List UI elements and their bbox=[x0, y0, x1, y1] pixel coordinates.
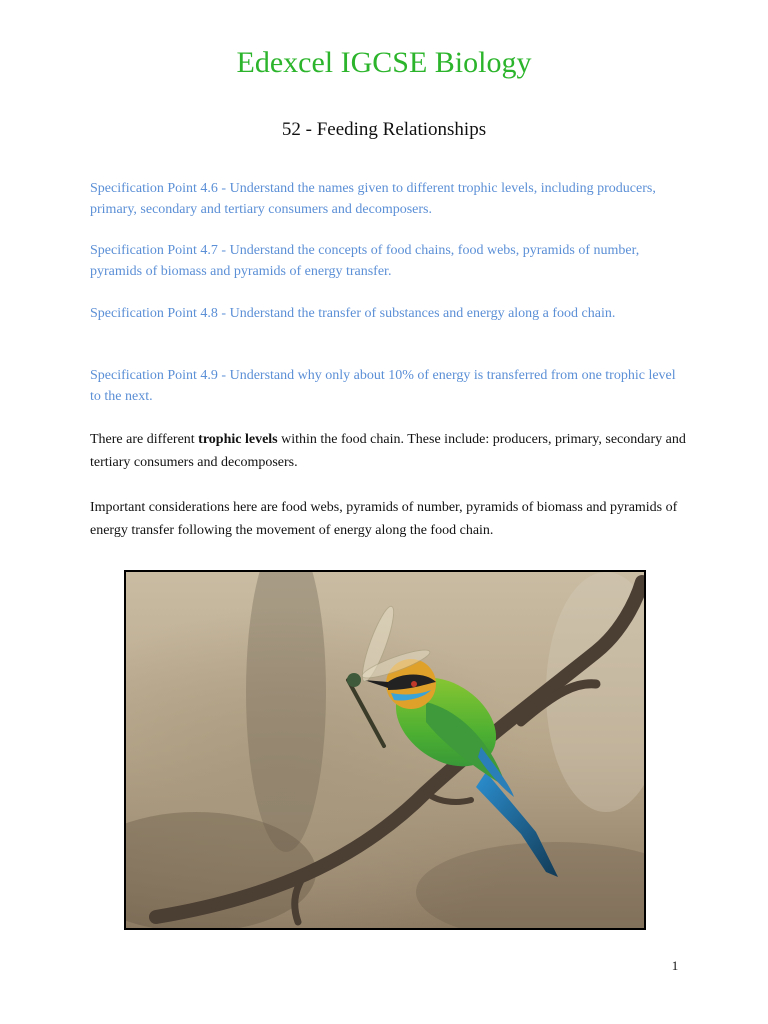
page-subtitle: 52 - Feeding Relationships bbox=[281, 119, 487, 140]
trophic-levels-paragraph bbox=[90, 428, 690, 474]
bird-photo bbox=[124, 570, 646, 930]
spec-point-4-8: Specification Point 4.8 - Understand the transfer of substances and energy along a food chain. bbox=[90, 306, 616, 321]
bee-eater-with-dragonfly-image bbox=[126, 572, 644, 928]
paragraph-text-before: There are different bbox=[90, 432, 199, 447]
spec-point-4-9: Specification Point 4.9 - Understand why only about 10% of energy is transferred from one trophic level to the next. bbox=[90, 368, 676, 404]
trophic-levels-bold: trophic levels bbox=[198, 432, 278, 447]
paragraph-text-after: within the food chain. These include: producers, primary, secondary and tertiary consumers and decomposers. bbox=[90, 432, 686, 470]
page-number: 1 bbox=[671, 958, 679, 973]
considerations-paragraph: Important considerations here are food webs, pyramids of number, pyramids of biomass and pyramids of energy transfer following the movement of energy along the food chain. bbox=[90, 500, 678, 538]
page-title: Edexcel IGCSE Biology bbox=[236, 46, 532, 79]
spec-point-4-6: Specification Point 4.6 - Understand the names given to different trophic levels, including producers, primary, secondary and tertiary consumers and decomposers. bbox=[90, 181, 656, 217]
spec-point-4-7: Specification Point 4.7 - Understand the concepts of food chains, food webs, pyramids of number, pyramids of biomass and pyramids of energy transfer. bbox=[90, 243, 640, 279]
